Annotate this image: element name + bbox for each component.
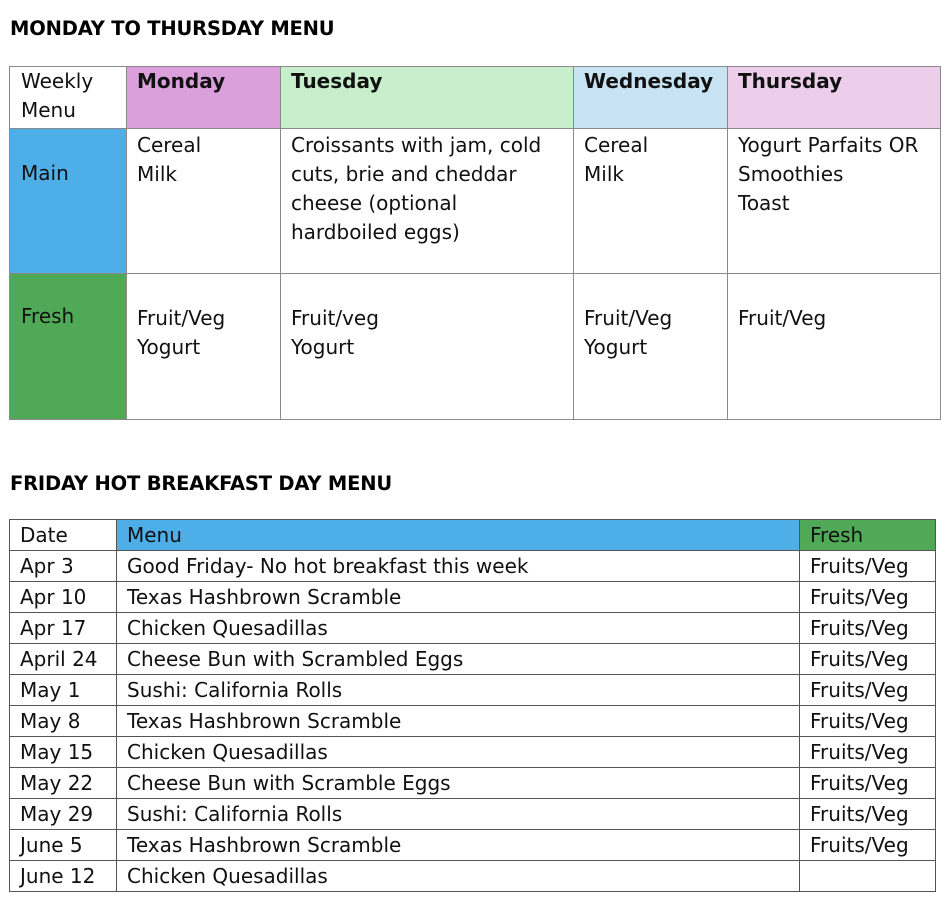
- menu-cell: Chicken Quesadillas: [117, 737, 800, 768]
- weekly-row-main: [10, 129, 941, 274]
- fresh-cell: Fruits/Veg: [800, 737, 936, 768]
- table-row: [10, 737, 936, 768]
- fresh-cell: Fruits/Veg: [800, 799, 936, 830]
- date-cell: June 12: [10, 861, 117, 892]
- weekly-menu-table: [9, 66, 941, 420]
- menu-cell: Cheese Bun with Scramble Eggs: [117, 768, 800, 799]
- fresh-cell: Fruits/Veg: [800, 768, 936, 799]
- menu-cell: Chicken Quesadillas: [117, 861, 800, 892]
- header-tuesday: Tuesday: [281, 67, 574, 129]
- fresh-cell: Fruits/Veg: [800, 582, 936, 613]
- weekly-row-fresh: [10, 274, 941, 420]
- date-cell: May 1: [10, 675, 117, 706]
- column-header-date: Date: [10, 520, 117, 551]
- fresh-thursday-cell: Fruit/Veg: [728, 274, 941, 420]
- header-thursday: Thursday: [728, 67, 941, 129]
- friday-header-row: [10, 520, 936, 551]
- table-row: [10, 799, 936, 830]
- friday-menu-heading: FRIDAY HOT BREAKFAST DAY MENU: [10, 472, 393, 495]
- fresh-cell: Fruits/Veg: [800, 551, 936, 582]
- menu-cell: Good Friday- No hot breakfast this week: [117, 551, 800, 582]
- table-row: [10, 582, 936, 613]
- menu-cell: Texas Hashbrown Scramble: [117, 582, 800, 613]
- row-label-main: Main: [10, 129, 127, 274]
- friday-menu-table: [9, 519, 936, 892]
- date-cell: May 8: [10, 706, 117, 737]
- table-row: [10, 613, 936, 644]
- fresh-cell: Fruits/Veg: [800, 830, 936, 861]
- weekly-header-row: [10, 67, 941, 129]
- menu-cell: Chicken Quesadillas: [117, 613, 800, 644]
- table-row: [10, 644, 936, 675]
- fresh-cell: Fruits/Veg: [800, 613, 936, 644]
- fresh-cell: Fruits/Veg: [800, 644, 936, 675]
- date-cell: Apr 3: [10, 551, 117, 582]
- main-tuesday-cell: Croissants with jam, cold cuts, brie and cheddar cheese (optional hardboiled eggs): [281, 129, 574, 274]
- date-cell: Apr 17: [10, 613, 117, 644]
- table-row: [10, 706, 936, 737]
- main-wednesday-cell: Cereal Milk: [574, 129, 728, 274]
- menu-cell: Cheese Bun with Scrambled Eggs: [117, 644, 800, 675]
- weekly-menu-heading: MONDAY TO THURSDAY MENU: [10, 17, 335, 40]
- date-cell: June 5: [10, 830, 117, 861]
- fresh-cell: Fruits/Veg: [800, 706, 936, 737]
- menu-cell: Sushi: California Rolls: [117, 675, 800, 706]
- table-row: [10, 768, 936, 799]
- header-wednesday: Wednesday: [574, 67, 728, 129]
- fresh-tuesday-cell: Fruit/veg Yogurt: [281, 274, 574, 420]
- menu-cell: Sushi: California Rolls: [117, 799, 800, 830]
- friday-menu-rows: [10, 551, 936, 892]
- date-cell: April 24: [10, 644, 117, 675]
- weekly-menu-corner-cell: Weekly Menu: [10, 67, 127, 129]
- header-monday: Monday: [127, 67, 281, 129]
- date-cell: May 15: [10, 737, 117, 768]
- column-header-menu: Menu: [117, 520, 800, 551]
- main-thursday-cell: Yogurt Parfaits OR Smoothies Toast: [728, 129, 941, 274]
- date-cell: May 22: [10, 768, 117, 799]
- fresh-cell: Fruits/Veg: [800, 675, 936, 706]
- fresh-cell: [800, 861, 936, 892]
- menu-cell: Texas Hashbrown Scramble: [117, 706, 800, 737]
- fresh-wednesday-cell: Fruit/Veg Yogurt: [574, 274, 728, 420]
- table-row: [10, 830, 936, 861]
- table-row: [10, 861, 936, 892]
- date-cell: May 29: [10, 799, 117, 830]
- table-row: [10, 675, 936, 706]
- row-label-fresh: Fresh: [10, 274, 127, 420]
- date-cell: Apr 10: [10, 582, 117, 613]
- menu-cell: Texas Hashbrown Scramble: [117, 830, 800, 861]
- table-row: [10, 551, 936, 582]
- main-monday-cell: Cereal Milk: [127, 129, 281, 274]
- fresh-monday-cell: Fruit/Veg Yogurt: [127, 274, 281, 420]
- column-header-fresh: Fresh: [800, 520, 936, 551]
